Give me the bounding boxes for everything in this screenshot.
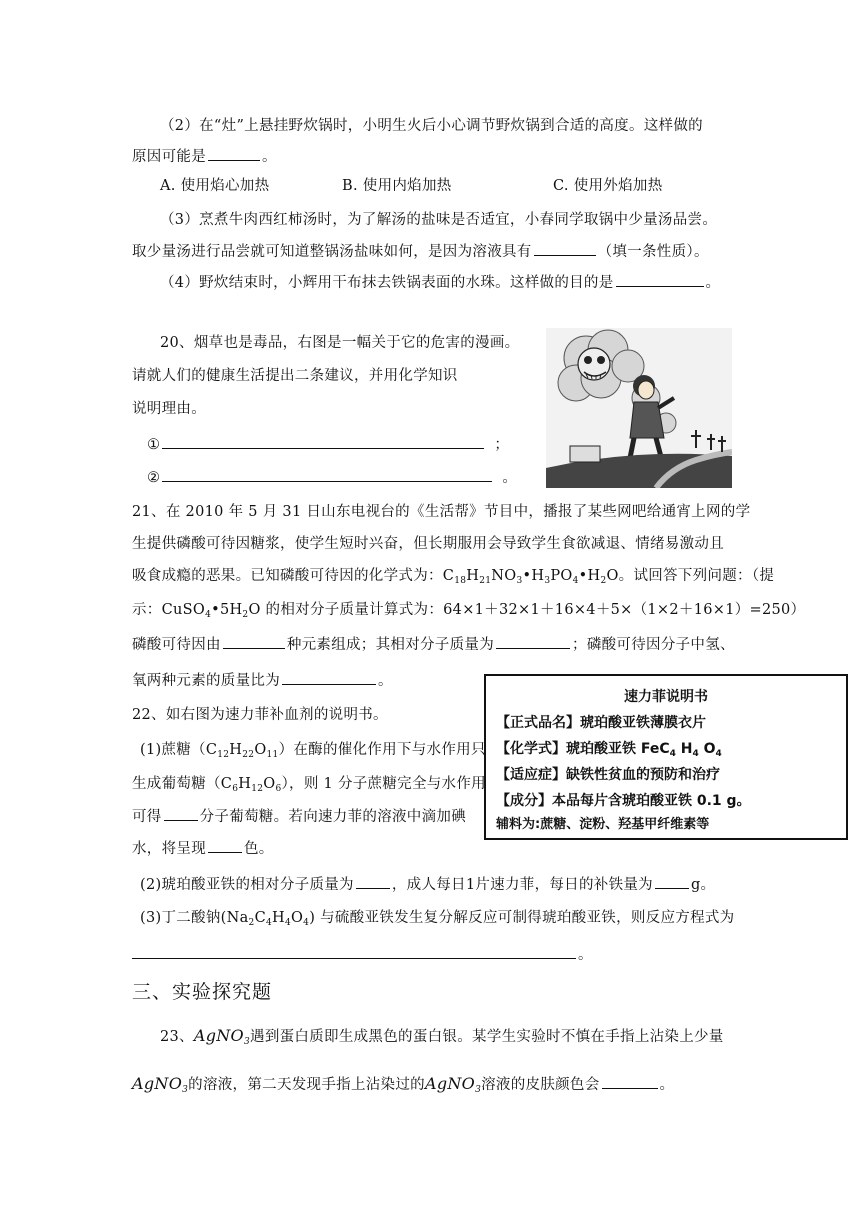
- label-title: 速力菲说明书: [624, 689, 708, 705]
- answer-blank[interactable]: [162, 434, 484, 449]
- answer-blank[interactable]: [616, 272, 704, 287]
- answer-blank[interactable]: [164, 806, 198, 821]
- smoking-hazard-cartoon: [546, 328, 732, 488]
- q22-part2: (2)琥珀酸亚铁的相对分子质量为 ，成人每日1片速力菲，每日的补铁量为 g。: [140, 874, 715, 895]
- q19-option-a: A. 使用焰心加热: [160, 178, 270, 194]
- answer-blank[interactable]: [356, 874, 390, 889]
- q19-part2-line1: （2）在“灶”上悬挂野炊锅时，小明生火后小心调节野炊锅到合适的高度。这样做的: [160, 118, 703, 134]
- answer-blank[interactable]: [162, 467, 492, 482]
- q20-item1: ① ；: [147, 434, 509, 455]
- q22-line1: 22、如右图为速力菲补血剂的说明书。: [132, 707, 388, 723]
- q20-item2: ② 。: [147, 467, 517, 488]
- q19-part4-line1: （4）野炊结束时，小辉用干布抹去铁锅表面的水珠。这样做的目的是 。: [160, 272, 720, 293]
- medicine-label-box: [484, 674, 848, 840]
- answer-blank[interactable]: [496, 634, 570, 649]
- answer-blank[interactable]: [655, 874, 689, 889]
- formula-agno3: AgNO$_3$: [424, 1074, 482, 1095]
- q19-part3-line1: （3）烹煮牛肉西红柿汤时，为了解汤的盐味是否适宜，小春同学取锅中少量汤品尝。: [160, 212, 718, 228]
- q21-line3: 吸食成瘾的恶果。已知磷酸可待因的化学式为：$C_{18}H_{21}NO_3•H_3PO_4•H_2O$。试回答下列问题：（提: [132, 568, 775, 586]
- q22-part3-line2: 。: [132, 944, 593, 965]
- answer-blank[interactable]: [208, 146, 260, 161]
- q20-line1: 20、烟草也是毒品，右图是一幅关于它的危害的漫画。: [160, 335, 520, 351]
- label-row-indication: 【适应症】缺铁性贫血的预防和治疗: [496, 767, 720, 783]
- label-row-excipient: 辅料为:蔗糖、淀粉、羟基甲纤维素等: [496, 817, 710, 832]
- label-row-formula: 【化学式】琥珀酸亚铁 FeC$_4$ $H_4$ $O_4$: [496, 741, 722, 759]
- q23-line2: AgNO$_3$的溶液，第二天发现手指上沾染过的AgNO$_3$溶液的皮肤颜色会 。: [132, 1074, 675, 1095]
- q19-option-c: C. 使用外焰加热: [553, 178, 663, 194]
- q22-part3-line1: (3)丁二酸钠$(Na_2C_4H_4O_4)$ 与硫酸亚铁发生复分解反应可制得琥珀酸亚铁，则反应方程式为: [140, 910, 735, 928]
- label-row-ingredient: 【成分】本品每片含琥珀酸亚铁 0.1 g。: [496, 793, 751, 809]
- section-heading: 三、实验探究题: [132, 981, 273, 1003]
- q19-part2-line2: 原因可能是 。: [132, 146, 277, 167]
- answer-blank[interactable]: [534, 241, 596, 256]
- q21-line5: 磷酸可待因由 种元素组成；其相对分子质量为 ；磷酸可待因分子中氢、: [132, 634, 735, 655]
- q20-line2: 请就人们的健康生活提出二条建议，并用化学知识: [132, 368, 458, 384]
- q22-part1-line3: 可得 分子葡萄糖。若向速力菲的溶液中滴加碘: [132, 806, 466, 827]
- formula-agno3: AgNO$_3$: [193, 1026, 251, 1047]
- answer-blank[interactable]: [282, 670, 376, 685]
- q21-line6: 氧两种元素的质量比为 。: [132, 670, 393, 691]
- q21-line4: 示：$CuSO_4•5H_2O$ 的相对分子质量计算式为：64×1＋32×1＋16×4＋5×（1×2＋16×1）=250）: [132, 602, 806, 620]
- q23-line1: 23、AgNO$_3$遇到蛋白质即生成黑色的蛋白银。某学生实验时不慎在手指上沾染上少量: [160, 1026, 724, 1047]
- q20-line3: 说明理由。: [132, 401, 206, 417]
- q21-line1: 21、在 2010 年 5 月 31 日山东电视台的《生活帮》节目中，播报了某些网吧给通宵上网的学: [132, 504, 751, 520]
- formula-agno3: AgNO$_3$: [132, 1074, 189, 1095]
- q22-part1-line1: (1)蔗糖$(C_{12}H_{22}O_{11})$在酶的催化作用下与水作用只: [140, 742, 486, 760]
- label-row-name: 【正式品名】琥珀酸亚铁薄膜衣片: [496, 715, 706, 731]
- q19-part3-line2: 取少量汤进行品尝就可知道整锅汤盐味如何，是因为溶液具有 （填一条性质）。: [132, 241, 709, 262]
- q22-part1-line4: 水，将呈现 色。: [132, 838, 274, 859]
- q19-option-b: B. 使用内焰加热: [342, 178, 452, 194]
- q21-line2: 生提供磷酸可待因糖浆，使学生短时兴奋，但长期服用会导致学生食欲减退、情绪易激动且: [132, 536, 724, 552]
- answer-blank[interactable]: [602, 1074, 658, 1089]
- answer-blank[interactable]: [208, 838, 242, 853]
- q22-part1-line2: 生成葡萄糖$(C_6H_{12}O_6)$，则 1 分子蔗糖完全与水作用: [132, 776, 486, 794]
- answer-blank[interactable]: [223, 634, 285, 649]
- answer-blank[interactable]: [132, 944, 576, 959]
